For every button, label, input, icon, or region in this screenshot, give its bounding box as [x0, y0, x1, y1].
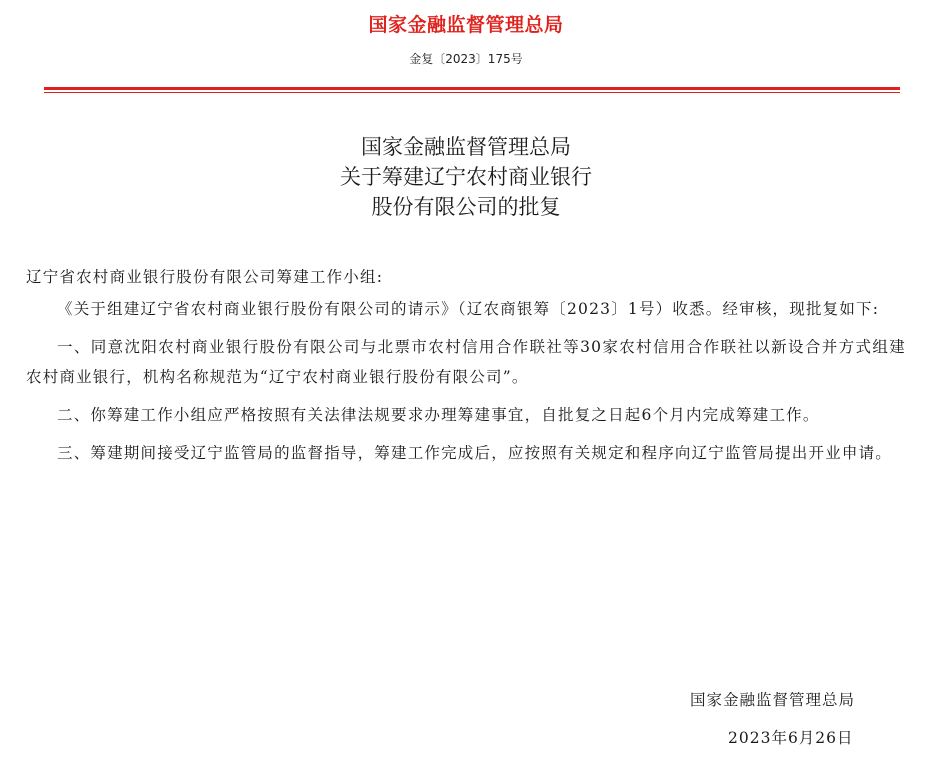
document-body	[26, 262, 906, 476]
item-2-paragraph: 二、你筹建工作小组应严格按照有关法律法规要求办理筹建事宜，自批复之日起6个月内完成筹建工作。	[57, 406, 820, 424]
title-line-3: 股份有限公司的批复	[371, 195, 561, 219]
item-3-paragraph: 三、筹建期间接受辽宁监管局的监督指导，筹建工作完成后，应按照有关规定和程序向辽宁监管局提出开业申请。	[57, 444, 893, 462]
document-title	[0, 132, 932, 222]
item-1-paragraph: 一、同意沈阳农村商业银行股份有限公司与北票市农村信用合作联社等30家农村信用合作联社以新设合并方式组建农村商业银行，机构名称规范为“辽宁农村商业银行股份有限公司”。	[26, 338, 906, 386]
intro-paragraph: 《关于组建辽宁省农村商业银行股份有限公司的请示》（辽农商银筹〔2023〕1号）收悉。经审核，现批复如下:	[57, 300, 880, 318]
title-line-1: 国家金融监督管理总局	[361, 135, 571, 159]
title-line-2: 关于筹建辽宁农村商业银行	[340, 165, 592, 189]
signature-agency: 国家金融监督管理总局	[690, 691, 856, 709]
document-number: 金复〔2023〕175号	[409, 52, 523, 66]
signature-date: 2023年6月26日	[728, 729, 854, 747]
salutation: 辽宁省农村商业银行股份有限公司筹建工作小组:	[26, 268, 384, 286]
agency-header: 国家金融监督管理总局	[368, 14, 564, 36]
red-divider-thick	[44, 87, 900, 90]
red-divider-thin	[44, 92, 900, 93]
